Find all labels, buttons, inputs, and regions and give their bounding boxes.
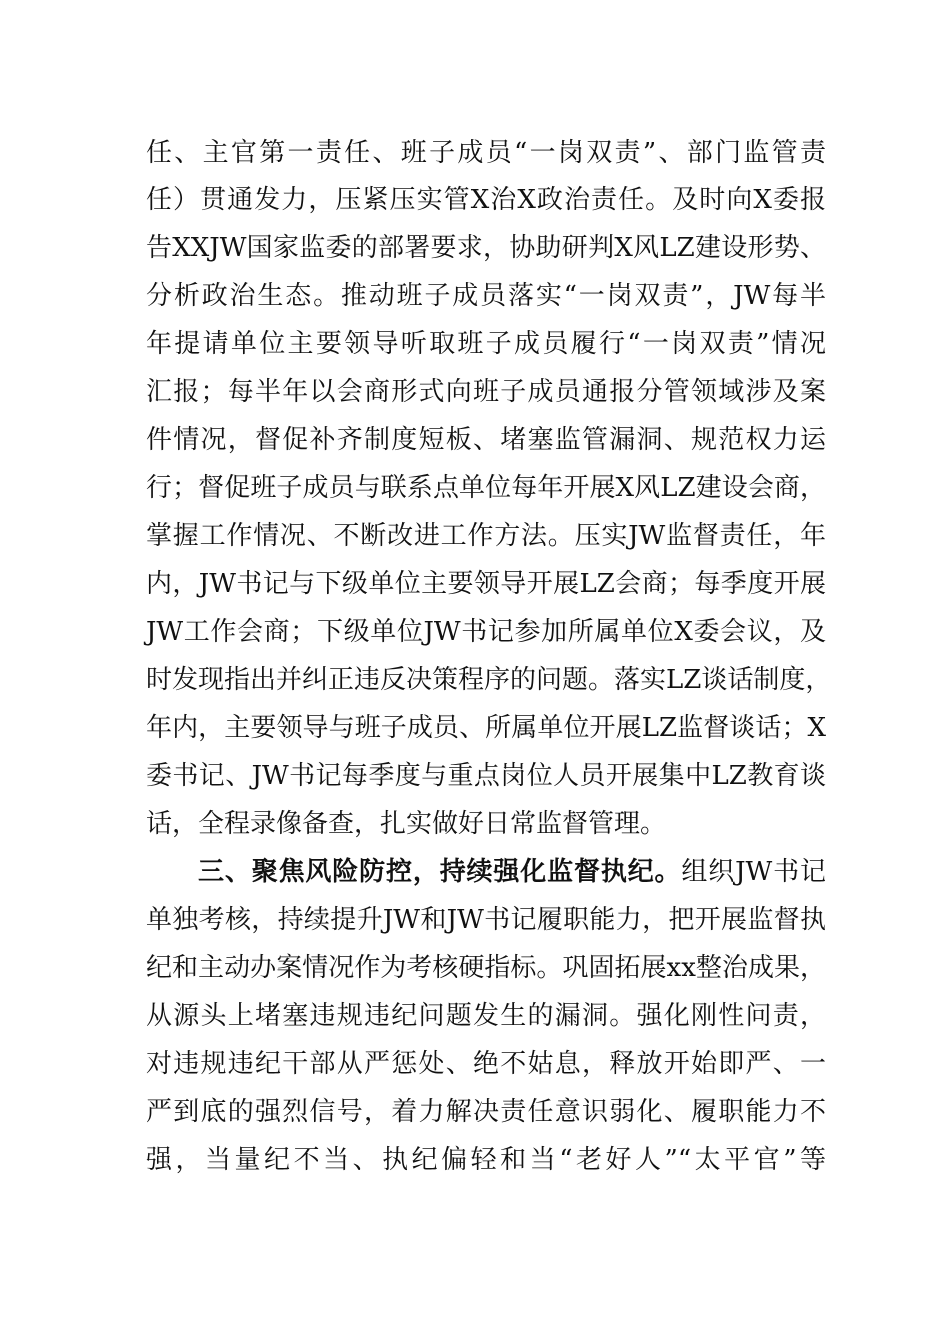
body-text-line: 从源头上堵塞违规违纪问题发生的漏洞。强化刚性问责， (146, 1001, 826, 1031)
body-text-line: 话，全程录像备查，扎实做好日常监督管理。 (146, 809, 667, 839)
body-text-line: 任、主官第一责任、班子成员“一岗双责”、部门监管责 (146, 138, 826, 168)
body-text-line: 掌握工作情况、不断改进工作方法。压实JW监督责任，年 (146, 521, 826, 551)
body-text-line: 年内，主要领导与班子成员、所属单位开展LZ监督谈话；X (146, 713, 826, 743)
body-text-line: 单独考核，持续提升JW和JW书记履职能力，把开展监督执 (146, 905, 826, 935)
body-text-line: 强，当量纪不当、执纪偏轻和当“老好人”“太平官”等 (146, 1145, 826, 1175)
section-heading: 三、聚焦风险防控，持续强化监督执纪。 (198, 857, 682, 887)
body-text-line: 分析政治生态。推动班子成员落实“一岗双责”，JW每半 (146, 281, 826, 311)
section-first-line-text: 组织JW书记 (681, 857, 826, 887)
body-text-line: 告XXJW国家监委的部署要求，协助研判X风LZ建设形势、 (146, 233, 826, 263)
body-text-line: 内，JW书记与下级单位主要领导开展LZ会商；每季度开展 (146, 569, 826, 599)
body-text-line: 汇报；每半年以会商形式向班子成员通报分管领域涉及案 (146, 377, 826, 407)
body-text-line: 严到底的强烈信号，着力解决责任意识弱化、履职能力不 (146, 1097, 826, 1127)
body-text-line: 件情况，督促补齐制度短板、堵塞监管漏洞、规范权力运 (146, 425, 826, 455)
body-text-line: 年提请单位主要领导听取班子成员履行“一岗双责”情况 (146, 329, 826, 359)
section-first-line (198, 855, 826, 889)
body-text-line: 纪和主动办案情况作为考核硬指标。巩固拓展xx整治成果， (146, 953, 826, 983)
body-text-line: 时发现指出并纠正违反决策程序的问题。落实LZ谈话制度， (146, 665, 832, 695)
body-text-line: 对违规违纪干部从严惩处、绝不姑息，释放开始即严、一 (146, 1049, 826, 1079)
body-text-line: 委书记、JW书记每季度与重点岗位人员开展集中LZ教育谈 (146, 761, 826, 791)
body-text-line: 任）贯通发力，压紧压实管X治X政治责任。及时向X委报 (146, 185, 826, 215)
body-text-line: JW工作会商；下级单位JW书记参加所属单位X委会议，及 (146, 617, 826, 647)
body-text-line: 行；督促班子成员与联系点单位每年开展X风LZ建设会商， (146, 473, 826, 503)
